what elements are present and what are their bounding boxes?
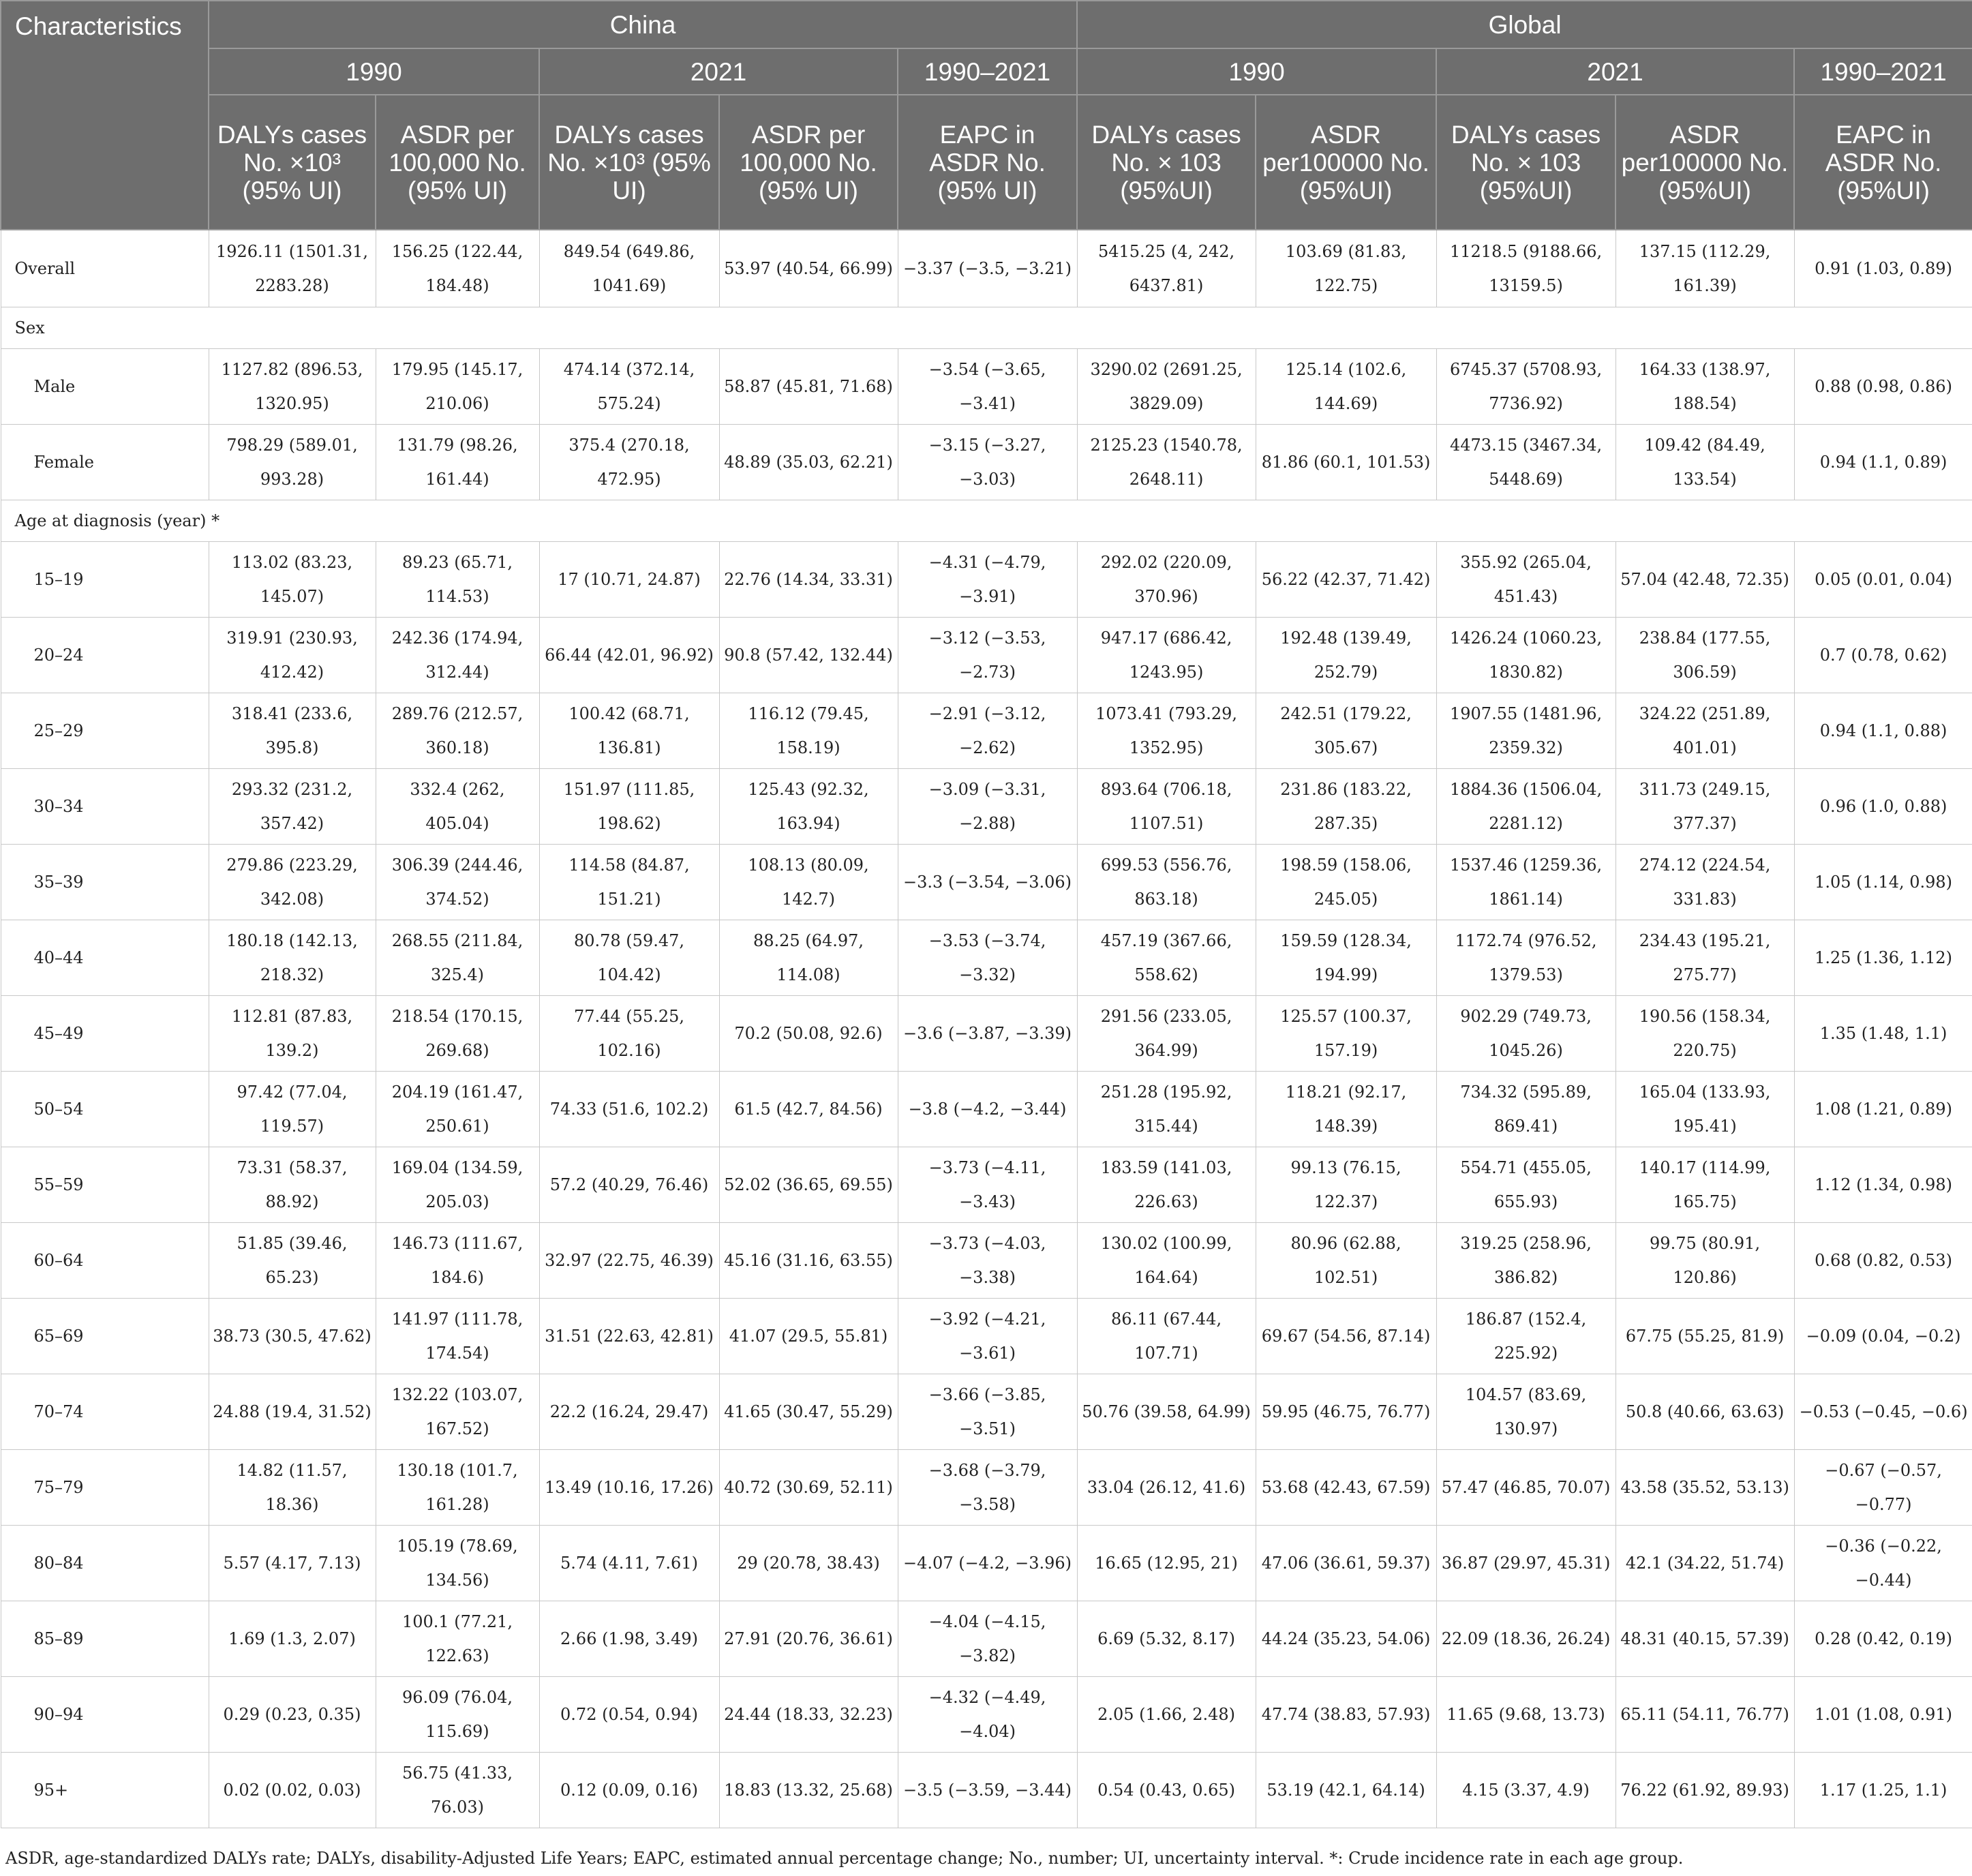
table-cell: −0.36 (−0.22, −0.44) — [1794, 1526, 1972, 1601]
table-cell: 103.69 (81.83, 122.75) — [1256, 230, 1436, 307]
table-cell: 355.92 (265.04, 451.43) — [1436, 542, 1615, 618]
table-cell: 33.04 (26.12, 41.6) — [1077, 1450, 1256, 1526]
table-cell: 81.86 (60.1, 101.53) — [1256, 425, 1436, 500]
table-cell: 0.94 (1.1, 0.88) — [1794, 693, 1972, 769]
table-cell: 69.67 (54.56, 87.14) — [1256, 1299, 1436, 1374]
table-cell: 474.14 (372.14, 575.24) — [539, 349, 719, 425]
table-cell: 306.39 (244.46, 374.52) — [376, 845, 539, 920]
table-cell: 798.29 (589.01, 993.28) — [209, 425, 376, 500]
row-label: 70–74 — [1, 1374, 209, 1450]
table-cell: 164.33 (138.97, 188.54) — [1615, 349, 1794, 425]
characteristics-header: Characteristics — [1, 1, 209, 230]
table-row — [1, 425, 1972, 500]
column-header: ASDR per100000 No. (95%UI) — [1615, 95, 1794, 230]
china-header: China — [209, 1, 1077, 48]
table-cell: 2.66 (1.98, 3.49) — [539, 1601, 719, 1677]
table-cell: 849.54 (649.86, 1041.69) — [539, 230, 719, 307]
table-cell: 5.74 (4.11, 7.61) — [539, 1526, 719, 1601]
column-header: DALYs cases No. ×10³ (95% UI) — [539, 95, 719, 230]
table-cell: 141.97 (111.78, 174.54) — [376, 1299, 539, 1374]
table-cell: 279.86 (223.29, 342.08) — [209, 845, 376, 920]
table-cell: 11.65 (9.68, 13.73) — [1436, 1677, 1615, 1753]
column-header: DALYs cases No. ×10³ (95% UI) — [209, 95, 376, 230]
table-cell: 146.73 (111.67, 184.6) — [376, 1223, 539, 1299]
table-row — [1, 1374, 1972, 1450]
table-cell: 90.8 (57.42, 132.44) — [719, 618, 898, 693]
table-cell: 0.12 (0.09, 0.16) — [539, 1753, 719, 1828]
table-cell: 41.65 (30.47, 55.29) — [719, 1374, 898, 1450]
table-cell: 53.97 (40.54, 66.99) — [719, 230, 898, 307]
row-label: 55–59 — [1, 1147, 209, 1223]
table-cell: 56.75 (41.33, 76.03) — [376, 1753, 539, 1828]
table-cell: 48.89 (35.03, 62.21) — [719, 425, 898, 500]
table-cell: 137.15 (112.29, 161.39) — [1615, 230, 1794, 307]
table-cell: 17 (10.71, 24.87) — [539, 542, 719, 618]
table-cell: 53.19 (42.1, 64.14) — [1256, 1753, 1436, 1828]
table-cell: 0.28 (0.42, 0.19) — [1794, 1601, 1972, 1677]
row-label: 80–84 — [1, 1526, 209, 1601]
row-label: 50–54 — [1, 1072, 209, 1147]
table-row — [1, 1677, 1972, 1753]
table-cell: 22.2 (16.24, 29.47) — [539, 1374, 719, 1450]
table-cell: 268.55 (211.84, 325.4) — [376, 920, 539, 996]
table-cell: 57.04 (42.48, 72.35) — [1615, 542, 1794, 618]
row-label: 15–19 — [1, 542, 209, 618]
table-row — [1, 349, 1972, 425]
table-cell: 109.42 (84.49, 133.54) — [1615, 425, 1794, 500]
table-cell: 50.8 (40.66, 63.63) — [1615, 1374, 1794, 1450]
table-cell: 319.91 (230.93, 412.42) — [209, 618, 376, 693]
table-cell: 190.56 (158.34, 220.75) — [1615, 996, 1794, 1072]
table-cell: 36.87 (29.97, 45.31) — [1436, 1526, 1615, 1601]
table-cell: 45.16 (31.16, 63.55) — [719, 1223, 898, 1299]
table-cell: 5415.25 (4, 242, 6437.81) — [1077, 230, 1256, 307]
table-cell: 65.11 (54.11, 76.77) — [1615, 1677, 1794, 1753]
table-cell: 1907.55 (1481.96, 2359.32) — [1436, 693, 1615, 769]
table-cell: 99.13 (76.15, 122.37) — [1256, 1147, 1436, 1223]
table-cell: 332.4 (262, 405.04) — [376, 769, 539, 845]
table-cell: 6.69 (5.32, 8.17) — [1077, 1601, 1256, 1677]
table-cell: 51.85 (39.46, 65.23) — [209, 1223, 376, 1299]
row-label: Male — [1, 349, 209, 425]
table-cell: 22.76 (14.34, 33.31) — [719, 542, 898, 618]
table-cell: 180.18 (142.13, 218.32) — [209, 920, 376, 996]
table-row — [1, 845, 1972, 920]
table-cell: 0.91 (1.03, 0.89) — [1794, 230, 1972, 307]
table-cell: 105.19 (78.69, 134.56) — [376, 1526, 539, 1601]
table-cell: 0.29 (0.23, 0.35) — [209, 1677, 376, 1753]
table-cell: 0.88 (0.98, 0.86) — [1794, 349, 1972, 425]
table-cell: 96.09 (76.04, 115.69) — [376, 1677, 539, 1753]
table-cell: 2125.23 (1540.78, 2648.11) — [1077, 425, 1256, 500]
table-cell: 165.04 (133.93, 195.41) — [1615, 1072, 1794, 1147]
column-header: ASDR per 100,000 No. (95% UI) — [376, 95, 539, 230]
table-cell: 554.71 (455.05, 655.93) — [1436, 1147, 1615, 1223]
column-header: DALYs cases No. × 103 (95%UI) — [1077, 95, 1256, 230]
table-cell: 0.54 (0.43, 0.65) — [1077, 1753, 1256, 1828]
table-cell: 76.22 (61.92, 89.93) — [1615, 1753, 1794, 1828]
row-label: 85–89 — [1, 1601, 209, 1677]
china-year-range: 1990–2021 — [898, 48, 1077, 95]
table-cell: 375.4 (270.18, 472.95) — [539, 425, 719, 500]
column-header: ASDR per100000 No. (95%UI) — [1256, 95, 1436, 230]
table-row — [1, 1147, 1972, 1223]
row-label: 60–64 — [1, 1223, 209, 1299]
table-cell: 3290.02 (2691.25, 3829.09) — [1077, 349, 1256, 425]
column-header: ASDR per 100,000 No. (95% UI) — [719, 95, 898, 230]
table-cell: 32.97 (22.75, 46.39) — [539, 1223, 719, 1299]
table-cell: 1.35 (1.48, 1.1) — [1794, 996, 1972, 1072]
table-cell: 1.08 (1.21, 0.89) — [1794, 1072, 1972, 1147]
table-cell: 1884.36 (1506.04, 2281.12) — [1436, 769, 1615, 845]
table-cell: −3.53 (−3.74, −3.32) — [898, 920, 1077, 996]
table-cell: 699.53 (556.76, 863.18) — [1077, 845, 1256, 920]
table-cell: 156.25 (122.44, 184.48) — [376, 230, 539, 307]
table-cell: −3.12 (−3.53, −2.73) — [898, 618, 1077, 693]
global-year-2021: 2021 — [1436, 48, 1794, 95]
table-cell: −4.32 (−4.49, −4.04) — [898, 1677, 1077, 1753]
table-cell: 140.17 (114.99, 165.75) — [1615, 1147, 1794, 1223]
table-cell: 4.15 (3.37, 4.9) — [1436, 1753, 1615, 1828]
table-cell: −3.68 (−3.79, −3.58) — [898, 1450, 1077, 1526]
table-cell: 183.59 (141.03, 226.63) — [1077, 1147, 1256, 1223]
table-row — [1, 996, 1972, 1072]
table-row — [1, 693, 1972, 769]
table-cell: 159.59 (128.34, 194.99) — [1256, 920, 1436, 996]
table-cell: 319.25 (258.96, 386.82) — [1436, 1223, 1615, 1299]
table-cell: 289.76 (212.57, 360.18) — [376, 693, 539, 769]
table-cell: 57.47 (46.85, 70.07) — [1436, 1450, 1615, 1526]
table-cell: 18.83 (13.32, 25.68) — [719, 1753, 898, 1828]
table-cell: 1926.11 (1501.31, 2283.28) — [209, 230, 376, 307]
row-label: 25–29 — [1, 693, 209, 769]
row-label: 40–44 — [1, 920, 209, 996]
table-cell: 14.82 (11.57, 18.36) — [209, 1450, 376, 1526]
table-cell: 88.25 (64.97, 114.08) — [719, 920, 898, 996]
table-cell: 13.49 (10.16, 17.26) — [539, 1450, 719, 1526]
table-cell: 274.12 (224.54, 331.83) — [1615, 845, 1794, 920]
table-cell: −2.91 (−3.12, −2.62) — [898, 693, 1077, 769]
table-cell: 47.06 (36.61, 59.37) — [1256, 1526, 1436, 1601]
table-cell: 44.24 (35.23, 54.06) — [1256, 1601, 1436, 1677]
table-row — [1, 618, 1972, 693]
table-cell: 89.23 (65.71, 114.53) — [376, 542, 539, 618]
table-cell: 457.19 (367.66, 558.62) — [1077, 920, 1256, 996]
table-cell: 1426.24 (1060.23, 1830.82) — [1436, 618, 1615, 693]
table-cell: −3.54 (−3.65, −3.41) — [898, 349, 1077, 425]
table-cell: 77.44 (55.25, 102.16) — [539, 996, 719, 1072]
table-cell: 311.73 (249.15, 377.37) — [1615, 769, 1794, 845]
table-cell: −3.8 (−4.2, −3.44) — [898, 1072, 1077, 1147]
table-cell: 324.22 (251.89, 401.01) — [1615, 693, 1794, 769]
table-cell: 29 (20.78, 38.43) — [719, 1526, 898, 1601]
row-label: 20–24 — [1, 618, 209, 693]
table-footnote: ASDR, age-standardized DALYs rate; DALYs, disability-Adjusted Life Years; EAPC, estimated annual percentage change; No., number; UI, uncertainty interval. *: Crude incidence rate in each age group. — [5, 1849, 1684, 1868]
table-cell: 293.32 (231.2, 357.42) — [209, 769, 376, 845]
table-cell: 41.07 (29.5, 55.81) — [719, 1299, 898, 1374]
section-label-age: Age at diagnosis (year) * — [1, 500, 1972, 542]
table-cell: 24.88 (19.4, 31.52) — [209, 1374, 376, 1450]
table-cell: 179.95 (145.17, 210.06) — [376, 349, 539, 425]
table-cell: 1.69 (1.3, 2.07) — [209, 1601, 376, 1677]
table-row — [1, 1753, 1972, 1828]
table-cell: 59.95 (46.75, 76.77) — [1256, 1374, 1436, 1450]
table-cell: 6745.37 (5708.93, 7736.92) — [1436, 349, 1615, 425]
table-cell: 108.13 (80.09, 142.7) — [719, 845, 898, 920]
table-cell: −4.04 (−4.15, −3.82) — [898, 1601, 1077, 1677]
table-cell: −3.37 (−3.5, −3.21) — [898, 230, 1077, 307]
global-year-1990: 1990 — [1077, 48, 1436, 95]
table-cell: −0.53 (−0.45, −0.6) — [1794, 1374, 1972, 1450]
table-cell: 86.11 (67.44, 107.71) — [1077, 1299, 1256, 1374]
table-cell: 52.02 (36.65, 69.55) — [719, 1147, 898, 1223]
table-cell: 42.1 (34.22, 51.74) — [1615, 1526, 1794, 1601]
table-cell: 80.78 (59.47, 104.42) — [539, 920, 719, 996]
table-row — [1, 769, 1972, 845]
column-header: EAPC in ASDR No. (95%UI) — [1794, 95, 1972, 230]
table-cell: −4.07 (−4.2, −3.96) — [898, 1526, 1077, 1601]
table-row — [1, 542, 1972, 618]
table-cell: 902.29 (749.73, 1045.26) — [1436, 996, 1615, 1072]
table-cell: 47.74 (38.83, 57.93) — [1256, 1677, 1436, 1753]
row-label: Overall — [1, 230, 209, 307]
table-cell: 1.01 (1.08, 0.91) — [1794, 1677, 1972, 1753]
table-cell: 291.56 (233.05, 364.99) — [1077, 996, 1256, 1072]
table-cell: 22.09 (18.36, 26.24) — [1436, 1601, 1615, 1677]
table-cell: 5.57 (4.17, 7.13) — [209, 1526, 376, 1601]
table-cell: −3.73 (−4.03, −3.38) — [898, 1223, 1077, 1299]
table-cell: 0.94 (1.1, 0.89) — [1794, 425, 1972, 500]
column-header: DALYs cases No. × 103 (95%UI) — [1436, 95, 1615, 230]
table-cell: 125.43 (92.32, 163.94) — [719, 769, 898, 845]
table-cell: 118.21 (92.17, 148.39) — [1256, 1072, 1436, 1147]
table-row — [1, 1072, 1972, 1147]
table-cell: 38.73 (30.5, 47.62) — [209, 1299, 376, 1374]
table-cell: 58.87 (45.81, 71.68) — [719, 349, 898, 425]
table-cell: 114.58 (84.87, 151.21) — [539, 845, 719, 920]
table-row — [1, 1450, 1972, 1526]
table-cell: 1172.74 (976.52, 1379.53) — [1436, 920, 1615, 996]
table-cell: 1073.41 (793.29, 1352.95) — [1077, 693, 1256, 769]
table-cell: 66.44 (42.01, 96.92) — [539, 618, 719, 693]
table-cell: −3.66 (−3.85, −3.51) — [898, 1374, 1077, 1450]
table-cell: 947.17 (686.42, 1243.95) — [1077, 618, 1256, 693]
column-header: EAPC in ASDR No. (95% UI) — [898, 95, 1077, 230]
table-cell: 100.1 (77.21, 122.63) — [376, 1601, 539, 1677]
table-cell: 56.22 (42.37, 71.42) — [1256, 542, 1436, 618]
table-cell: 4473.15 (3467.34, 5448.69) — [1436, 425, 1615, 500]
table-row — [1, 1601, 1972, 1677]
table-cell: 1.25 (1.36, 1.12) — [1794, 920, 1972, 996]
table-cell: 151.97 (111.85, 198.62) — [539, 769, 719, 845]
row-label: 75–79 — [1, 1450, 209, 1526]
table-cell: 116.12 (79.45, 158.19) — [719, 693, 898, 769]
table-cell: 130.18 (101.7, 161.28) — [376, 1450, 539, 1526]
table-cell: 80.96 (62.88, 102.51) — [1256, 1223, 1436, 1299]
table-cell: 16.65 (12.95, 21) — [1077, 1526, 1256, 1601]
table-cell: 130.02 (100.99, 164.64) — [1077, 1223, 1256, 1299]
section-row-sex — [1, 307, 1972, 349]
table-cell: 169.04 (134.59, 205.03) — [376, 1147, 539, 1223]
table-cell: 61.5 (42.7, 84.56) — [719, 1072, 898, 1147]
table-row — [1, 1526, 1972, 1601]
china-year-1990: 1990 — [209, 48, 539, 95]
table-cell: −3.3 (−3.54, −3.06) — [898, 845, 1077, 920]
row-label: 30–34 — [1, 769, 209, 845]
table-cell: 893.64 (706.18, 1107.51) — [1077, 769, 1256, 845]
table-cell: 99.75 (80.91, 120.86) — [1615, 1223, 1794, 1299]
table-cell: −0.67 (−0.57, −0.77) — [1794, 1450, 1972, 1526]
table-cell: 192.48 (139.49, 252.79) — [1256, 618, 1436, 693]
table-cell: 0.02 (0.02, 0.03) — [209, 1753, 376, 1828]
table-cell: −3.73 (−4.11, −3.43) — [898, 1147, 1077, 1223]
table-cell: 242.51 (179.22, 305.67) — [1256, 693, 1436, 769]
table-cell: 53.68 (42.43, 67.59) — [1256, 1450, 1436, 1526]
table-cell: 73.31 (58.37, 88.92) — [209, 1147, 376, 1223]
row-label: 65–69 — [1, 1299, 209, 1374]
table-cell: 0.96 (1.0, 0.88) — [1794, 769, 1972, 845]
table-row — [1, 230, 1972, 307]
table-cell: 48.31 (40.15, 57.39) — [1615, 1601, 1794, 1677]
table-cell: 251.28 (195.92, 315.44) — [1077, 1072, 1256, 1147]
table-cell: 11218.5 (9188.66, 13159.5) — [1436, 230, 1615, 307]
section-row-age — [1, 500, 1972, 542]
table-cell: 27.91 (20.76, 36.61) — [719, 1601, 898, 1677]
table-cell: 1.17 (1.25, 1.1) — [1794, 1753, 1972, 1828]
table-cell: 0.68 (0.82, 0.53) — [1794, 1223, 1972, 1299]
china-year-2021: 2021 — [539, 48, 898, 95]
table-cell: 67.75 (55.25, 81.9) — [1615, 1299, 1794, 1374]
table-cell: 97.42 (77.04, 119.57) — [209, 1072, 376, 1147]
table-cell: 113.02 (83.23, 145.07) — [209, 542, 376, 618]
table-row — [1, 1299, 1972, 1374]
global-year-range: 1990–2021 — [1794, 48, 1972, 95]
table-cell: 238.84 (177.55, 306.59) — [1615, 618, 1794, 693]
table-cell: 218.54 (170.15, 269.68) — [376, 996, 539, 1072]
table-cell: 0.7 (0.78, 0.62) — [1794, 618, 1972, 693]
table-cell: −3.5 (−3.59, −3.44) — [898, 1753, 1077, 1828]
table-cell: −3.09 (−3.31, −2.88) — [898, 769, 1077, 845]
table-body — [1, 230, 1972, 1828]
table-cell: 0.72 (0.54, 0.94) — [539, 1677, 719, 1753]
table-cell: 204.19 (161.47, 250.61) — [376, 1072, 539, 1147]
row-label: Female — [1, 425, 209, 500]
table-cell: 1127.82 (896.53, 1320.95) — [209, 349, 376, 425]
table-cell: −0.09 (0.04, −0.2) — [1794, 1299, 1972, 1374]
table-cell: 125.57 (100.37, 157.19) — [1256, 996, 1436, 1072]
table-cell: −3.15 (−3.27, −3.03) — [898, 425, 1077, 500]
table-cell: −4.31 (−4.79, −3.91) — [898, 542, 1077, 618]
row-label: 90–94 — [1, 1677, 209, 1753]
table-cell: 231.86 (183.22, 287.35) — [1256, 769, 1436, 845]
section-label-sex: Sex — [1, 307, 1972, 349]
table-cell: 125.14 (102.6, 144.69) — [1256, 349, 1436, 425]
table-cell: 57.2 (40.29, 76.46) — [539, 1147, 719, 1223]
row-label: 95+ — [1, 1753, 209, 1828]
table-cell: 186.87 (152.4, 225.92) — [1436, 1299, 1615, 1374]
table-cell: −3.92 (−4.21, −3.61) — [898, 1299, 1077, 1374]
table-cell: 31.51 (22.63, 42.81) — [539, 1299, 719, 1374]
table-cell: 112.81 (87.83, 139.2) — [209, 996, 376, 1072]
table-cell: 292.02 (220.09, 370.96) — [1077, 542, 1256, 618]
table-cell: −3.6 (−3.87, −3.39) — [898, 996, 1077, 1072]
table-cell: 104.57 (83.69, 130.97) — [1436, 1374, 1615, 1450]
table-cell: 198.59 (158.06, 245.05) — [1256, 845, 1436, 920]
table-cell: 1.12 (1.34, 0.98) — [1794, 1147, 1972, 1223]
table-cell: 40.72 (30.69, 52.11) — [719, 1450, 898, 1526]
table-row — [1, 920, 1972, 996]
table-cell: 50.76 (39.58, 64.99) — [1077, 1374, 1256, 1450]
table-cell: 234.43 (195.21, 275.77) — [1615, 920, 1794, 996]
table-row — [1, 1223, 1972, 1299]
table-cell: 24.44 (18.33, 32.23) — [719, 1677, 898, 1753]
table-cell: 734.32 (595.89, 869.41) — [1436, 1072, 1615, 1147]
table-cell: 70.2 (50.08, 92.6) — [719, 996, 898, 1072]
table-cell: 2.05 (1.66, 2.48) — [1077, 1677, 1256, 1753]
table-cell: 0.05 (0.01, 0.04) — [1794, 542, 1972, 618]
table-cell: 100.42 (68.71, 136.81) — [539, 693, 719, 769]
global-header: Global — [1077, 1, 1972, 48]
table-cell: 1.05 (1.14, 0.98) — [1794, 845, 1972, 920]
row-label: 35–39 — [1, 845, 209, 920]
table-cell: 1537.46 (1259.36, 1861.14) — [1436, 845, 1615, 920]
table-cell: 43.58 (35.52, 53.13) — [1615, 1450, 1794, 1526]
table-cell: 318.41 (233.6, 395.8) — [209, 693, 376, 769]
row-label: 45–49 — [1, 996, 209, 1072]
table-cell: 242.36 (174.94, 312.44) — [376, 618, 539, 693]
table-cell: 131.79 (98.26, 161.44) — [376, 425, 539, 500]
table-cell: 132.22 (103.07, 167.52) — [376, 1374, 539, 1450]
table-cell: 74.33 (51.6, 102.2) — [539, 1072, 719, 1147]
